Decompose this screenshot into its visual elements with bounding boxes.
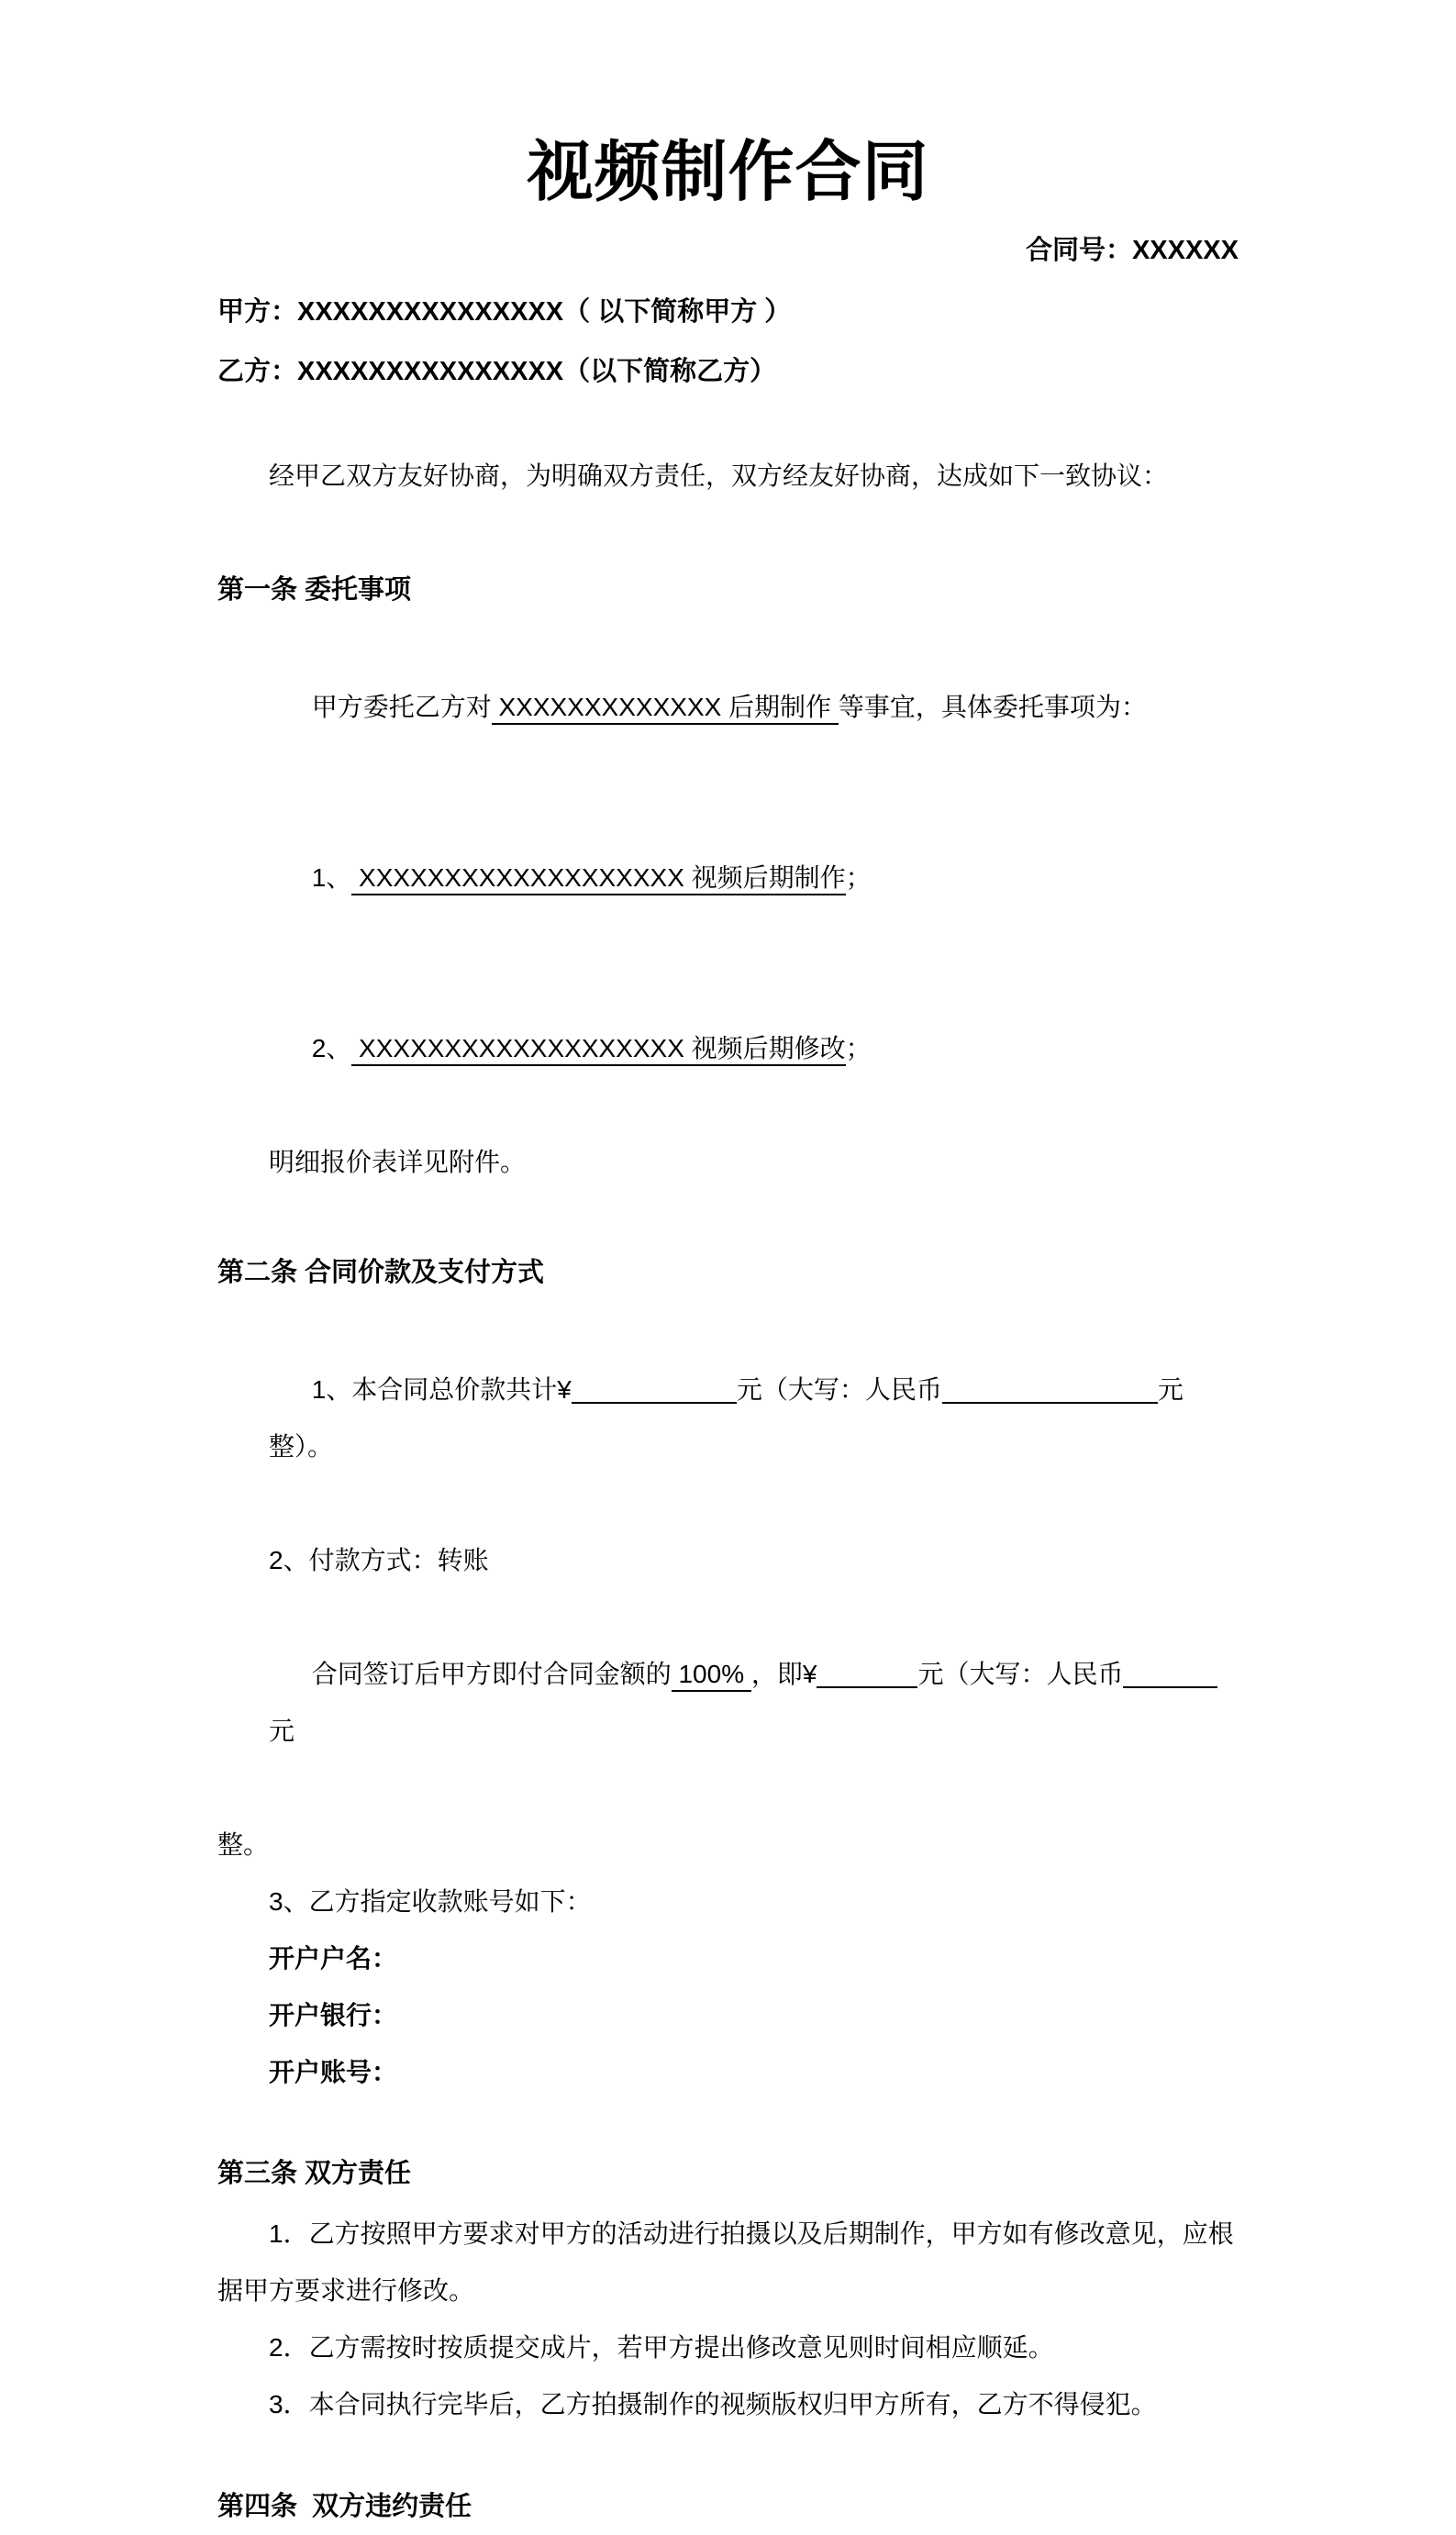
payment-mid-3: 元: [269, 1717, 295, 1745]
party-a-line: 甲方：XXXXXXXXXXXXXXX（ 以下简称甲方 ）: [217, 297, 792, 327]
party-b-line: 乙方：XXXXXXXXXXXXXXX（以下简称乙方）: [217, 357, 777, 386]
article-2-account-intro: 3、乙方指定收款账号如下：: [269, 1887, 592, 1916]
article-1-item-1-suffix: ；: [845, 863, 872, 892]
payment-mid-1: ，即¥: [750, 1660, 817, 1688]
article-4-heading: 第四条 双方违约责任: [217, 2492, 472, 2521]
payment-percent-underlined: 100%: [672, 1660, 751, 1692]
article-1-lead: [217, 622, 1239, 793]
account-number-label: 开户账号：: [269, 2058, 398, 2086]
article-1-heading: 第一条 委托事项: [217, 575, 412, 605]
article-2-payment-method-line: 2、付款方式：转账: [269, 1546, 489, 1574]
article-2-payment-line-wrap: 整。: [217, 1830, 270, 1859]
payment-amount-blank-field: [817, 1659, 917, 1688]
article-2-heading: 第二条 合同价款及支付方式: [217, 1258, 545, 1287]
price-amount-blank-field: [572, 1374, 737, 1404]
payment-mid-2: 元（大写：人民币: [917, 1660, 1124, 1688]
article-1-lead-suffix: 等事宜，具体委托事项为：: [838, 693, 1147, 721]
article-3-clause-3: 3．本合同执行完毕后，乙方拍摄制作的视频版权归甲方所有，乙方不得侵犯。: [269, 2390, 1157, 2418]
article-1-note: 明细报价表详见附件。: [269, 1148, 527, 1176]
article-3-clause-1-line-1: 1．乙方按照甲方要求对甲方的活动进行拍摄以及后期制作，甲方如有修改意见，应根: [269, 2219, 1234, 2248]
contract-number: 合同号：XXXXXX: [1025, 236, 1239, 265]
price-amount-words-blank-field: [942, 1374, 1158, 1404]
price-mid: 元（大写：人民币: [736, 1375, 942, 1404]
price-suffix: 元整）。: [269, 1375, 1184, 1461]
article-2-payment-line: [217, 1589, 1239, 1817]
article-1-item-1: [217, 793, 1239, 963]
payment-amount-words-blank-field: [1123, 1659, 1217, 1688]
article-1-item-2-suffix: ；: [845, 1034, 872, 1062]
payment-prefix: 合同签订后甲方即付合同金额的: [311, 1660, 672, 1688]
article-3-clause-1-line-2: 据甲方要求进行修改。: [217, 2276, 475, 2305]
article-1-item-1-underlined-blank: XXXXXXXXXXXXXXXXXXX 视频后期制作: [351, 863, 845, 895]
article-1-item-1-number: 1、: [311, 863, 352, 892]
page-title: 视频制作合同: [527, 136, 929, 209]
article-2-price-line: [217, 1305, 1239, 1532]
document-content: [0, 136, 1456, 2535]
article-1-lead-underlined-blank: XXXXXXXXXXXXX 后期制作: [492, 693, 839, 725]
article-1-item-2: [217, 963, 1239, 1134]
article-3-clause-2: 2．乙方需按时按质提交成片，若甲方提出修改意见则时间相应顺延。: [269, 2333, 1054, 2362]
intro-paragraph: 经甲乙双方友好协商，为明确双方责任，双方经友好协商，达成如下一致协议：: [269, 461, 1169, 490]
article-1-item-2-number: 2、: [311, 1034, 352, 1062]
price-prefix: 1、本合同总价款共计¥: [311, 1375, 572, 1404]
contract-document-page: [0, 136, 1456, 2521]
account-bank-label: 开户银行：: [269, 2001, 398, 2029]
article-3-heading: 第三条 双方责任: [217, 2159, 412, 2188]
article-1-item-2-underlined-blank: XXXXXXXXXXXXXXXXXXX 视频后期修改: [351, 1034, 845, 1066]
account-name-label: 开户户名：: [269, 1944, 398, 1973]
article-1-lead-prefix: 甲方委托乙方对: [311, 693, 492, 721]
